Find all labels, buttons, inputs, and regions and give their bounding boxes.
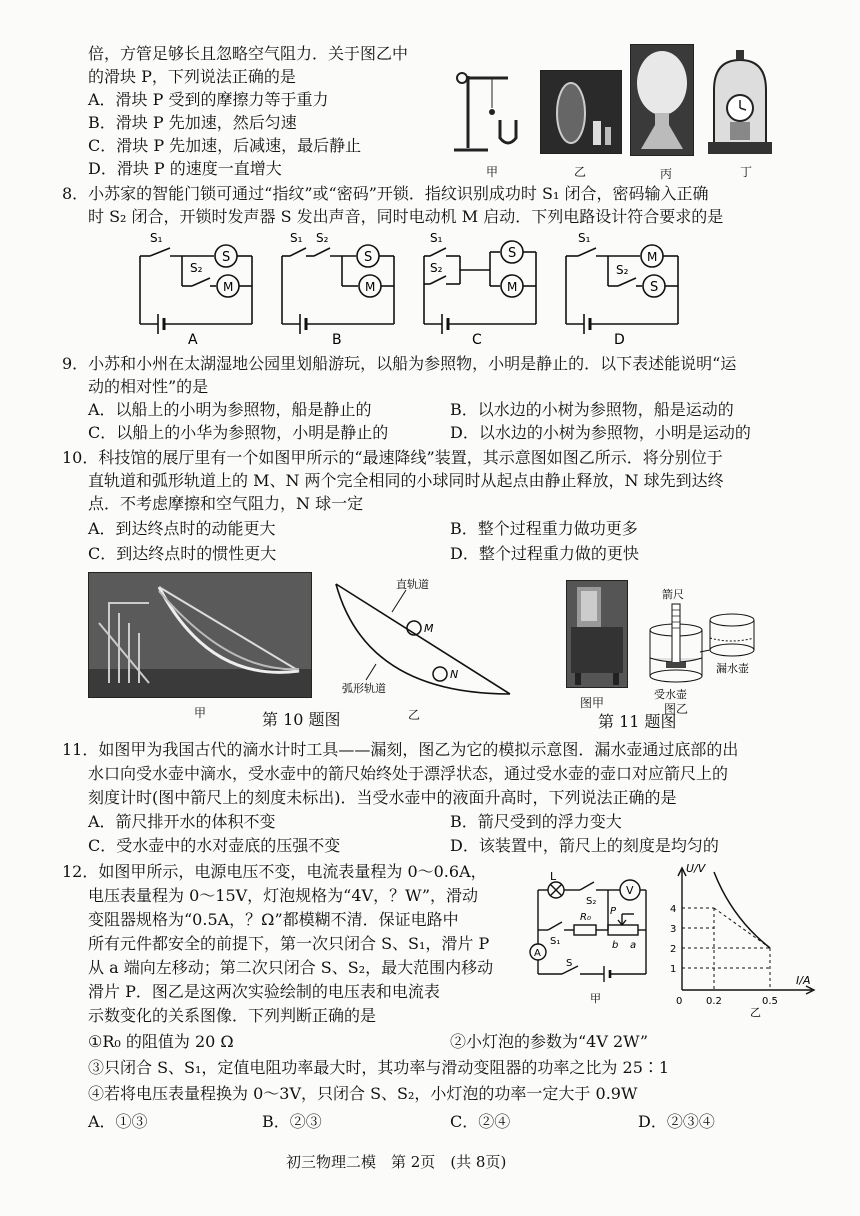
switch-s1-label: S₁	[550, 936, 561, 947]
ytick-4: 4	[670, 904, 677, 915]
q10-stem-line1: 10．科技馆的展厅里有一个如图甲所示的“最速降线”装置，其示意图如图乙所示．将分别位于	[62, 448, 723, 467]
page-footer: 初三物理二模 第 2页 (共 8页)	[286, 1153, 507, 1171]
q11-option-b: B．箭尺受到的浮力变大	[450, 812, 622, 831]
q12-stem-line7: 示数变化的关系图像．下列判断正确的是	[88, 1006, 377, 1025]
straight-track-label: 直轨道	[396, 578, 429, 591]
q10-option-c: C．到达终点时的惯性更大	[88, 544, 277, 563]
receiving-pot-label: 受水壶	[654, 688, 687, 701]
q10-option-b: B．整个过程重力做功更多	[450, 519, 638, 538]
r0-label: R₀	[580, 912, 591, 923]
q7-fig-label-jia: 甲	[486, 165, 499, 179]
q8-stem-line2: 时 S₂ 闭合，开锁时发声器 S 发出声音，同时电动机 M 启动．下列电路设计符合要求的是	[88, 207, 724, 226]
circuit-a-s1-label: S₁	[150, 231, 163, 245]
q12-statement-4: ④若将电压表量程换为 0～3V，只闭合 S、S₂，小灯泡的功率一定大于 0.9W	[88, 1084, 638, 1103]
q10-option-a: A．到达终点时的动能更大	[88, 519, 276, 538]
circuit-d-label: D	[614, 332, 625, 348]
q9-option-d: D．以水边的小树为参照物，小明是运动的	[450, 423, 751, 442]
q10-stem-line3: 点．不考虑摩擦和空气阻力，N 球一定	[88, 494, 364, 513]
leak-pot-label: 漏水壶	[716, 662, 749, 675]
q12-statement-2: ②小灯泡的参数为“4V 2W”	[450, 1032, 649, 1051]
circuit-c-sounder-label: S	[508, 246, 517, 261]
q9-option-c: C．以船上的小华为参照物，小明是静止的	[88, 423, 389, 442]
circuit-d-s1-label: S₁	[578, 231, 591, 245]
q11-option-a: A．箭尺排开水的体积不变	[88, 812, 276, 831]
q12-u-i-graph	[662, 858, 822, 1018]
circuit-a	[130, 228, 260, 348]
clepsydra-photo	[566, 580, 628, 688]
q7-option-b: B．滑块 P 先加速，然后匀速	[88, 113, 297, 132]
q10-fig-yi-label: 乙	[408, 708, 421, 722]
balloon-flask-photo	[630, 44, 694, 156]
ytick-1: 1	[670, 964, 677, 975]
clepsydra-diagram	[632, 580, 772, 704]
q10-fig-jia-label: 甲	[194, 706, 207, 720]
circuit-c-s1-label: S₁	[430, 231, 443, 245]
circuit-c	[414, 228, 544, 348]
voltmeter-label: V	[626, 884, 634, 897]
q10-stem-line2: 直轨道和弧形轨道上的 M、N 两个完全相同的小球同时从起点由静止释放，N 球先到达终	[88, 471, 724, 490]
circuit-c-label: C	[472, 332, 482, 348]
end-a-label: a	[630, 940, 637, 951]
q7-stem-line1: 倍，方管足够长且忽略空气阻力．关于图乙中	[88, 44, 409, 63]
circuit-b-s1-label: S₁	[290, 231, 303, 245]
circuit-d-s2-label: S₂	[616, 263, 629, 277]
graph-ylabel: U/V	[686, 862, 706, 875]
q12-stem-line1: 12．如图甲所示，电源电压不变，电流表量程为 0～0.6A，	[62, 862, 487, 881]
circuit-b-motor-label: M	[365, 280, 376, 294]
q10-figure-caption: 第 10 题图	[262, 710, 341, 729]
q7-fig-label-bing: 丙	[660, 167, 673, 181]
q11-stem-line1: 11．如图甲为我国古代的滴水计时工具——漏刻，图乙为它的模拟示意图．漏水壶通过底部的出	[62, 740, 739, 759]
circuit-a-label: A	[188, 332, 198, 348]
q9-stem-line2: 动的相对性”的是	[88, 377, 209, 396]
ammeter-label: A	[534, 948, 541, 959]
circuit-b	[272, 228, 402, 348]
q12-circuit-diagram	[524, 870, 654, 1010]
circuit-a-s2-label: S₂	[190, 261, 203, 275]
q12-stem-line2: 电压表量程为 0～15V，灯泡规格为“4V，？W”，滑动	[88, 886, 479, 905]
circuit-a-motor-label: M	[223, 280, 234, 294]
q12-fig-yi-label: 乙	[750, 1006, 761, 1018]
q10-option-d: D．整个过程重力做的更快	[450, 544, 639, 563]
switch-s-label: S	[566, 958, 573, 969]
circuit-d	[556, 228, 686, 348]
lamp-label: L	[550, 870, 557, 883]
q12-option-d: D．②③④	[638, 1112, 715, 1131]
ball-m-label: M	[424, 622, 434, 635]
xtick-0-2: 0.2	[706, 996, 722, 1007]
brachistochrone-diagram	[326, 574, 520, 704]
circuit-b-label: B	[332, 332, 342, 348]
circuit-d-sounder-label: S	[650, 280, 659, 295]
q7-stem-line2: 的滑块 P，下列说法正确的是	[88, 67, 296, 86]
arc-track-label: 弧形轨道	[342, 682, 386, 695]
circuit-d-motor-label: M	[647, 250, 658, 264]
q12-stem-line6: 滑片 P．图乙是这两次实验绘制的电压表和电流表	[88, 982, 440, 1001]
xtick-0: 0	[676, 996, 683, 1007]
q12-option-b: B．②③	[262, 1112, 322, 1131]
q7-option-a: A．滑块 P 受到的摩擦力等于重力	[88, 90, 329, 109]
magnet-stand-figure	[448, 56, 528, 160]
circuit-c-motor-label: M	[507, 280, 518, 294]
q12-stem-line4: 所有元件都安全的前提下，第一次只闭合 S、S₁，滑片 P	[88, 934, 490, 953]
q12-stem-line5: 从 a 端向左移动；第二次只闭合 S、S₂，最大范围内移动	[88, 958, 494, 977]
circuit-b-s2-label: S₂	[316, 231, 329, 245]
slider-p-label: P	[610, 906, 617, 917]
sound-demo-photo	[540, 70, 622, 154]
q12-fig-jia-label: 甲	[590, 992, 601, 1005]
q9-option-a: A．以船上的小明为参照物，船是静止的	[88, 400, 372, 419]
circuit-a-sounder-label: S	[222, 250, 231, 265]
q12-statement-3: ③只闭合 S、S₁，定值电阻功率最大时，其功率与滑动变阻器的功率之比为 25∶1	[88, 1058, 670, 1077]
q9-option-b: B．以水边的小树为参照物，船是运动的	[450, 400, 734, 419]
q7-fig-label-yi: 乙	[574, 165, 587, 179]
q11-fig-yi-label: 图乙	[664, 702, 689, 716]
bell-jar-figure	[700, 46, 780, 158]
q7-fig-label-ding: 丁	[740, 165, 753, 179]
ytick-3: 3	[670, 924, 677, 935]
q12-stem-line3: 变阻器规格为“0.5A，？Ω”都模糊不清．保证电路中	[88, 910, 459, 929]
q7-option-d: D．滑块 P 的速度一直增大	[88, 159, 282, 178]
switch-s2-label: S₂	[586, 896, 597, 907]
graph-xlabel: I/A	[796, 974, 811, 987]
q11-option-d: D．该装置中，箭尺上的刻度是均匀的	[450, 836, 719, 855]
q12-option-c: C．②④	[450, 1112, 511, 1131]
ytick-2: 2	[670, 944, 677, 955]
circuit-b-sounder-label: S	[364, 250, 373, 265]
end-b-label: b	[612, 940, 619, 951]
q11-stem-line3: 刻度计时(图中箭尺上的刻度未标出)．当受水壶中的液面升高时，下列说法正确的是	[88, 788, 677, 807]
brachistochrone-photo	[88, 572, 312, 698]
q11-stem-line2: 水口向受水壶中滴水，受水壶中的箭尺始终处于漂浮状态，通过受水壶的壶口对应箭尺上的	[88, 764, 729, 783]
arrow-rod-label: 箭尺	[662, 588, 684, 601]
q7-option-c: C．滑块 P 先加速，后减速，最后静止	[88, 136, 362, 155]
q11-fig-jia-label: 图甲	[580, 696, 605, 710]
xtick-0-5: 0.5	[762, 996, 778, 1007]
q8-stem-line1: 8．小苏家的智能门锁可通过“指纹”或“密码”开锁．指纹识别成功时 S₁ 闭合，密码输入正确	[62, 184, 709, 203]
q11-figure-caption: 第 11 题图	[598, 712, 677, 731]
ball-n-label: N	[450, 668, 459, 681]
q12-statement-1: ①R₀ 的阻值为 20 Ω	[88, 1032, 234, 1051]
circuit-c-s2-label: S₂	[430, 261, 443, 275]
q12-option-a: A．①③	[88, 1112, 148, 1131]
q9-stem-line1: 9．小苏和小州在太湖湿地公园里划船游玩，以船为参照物，小明是静止的．以下表述能说明“运	[62, 354, 737, 373]
q11-option-c: C．受水壶中的水对壶底的压强不变	[88, 836, 341, 855]
